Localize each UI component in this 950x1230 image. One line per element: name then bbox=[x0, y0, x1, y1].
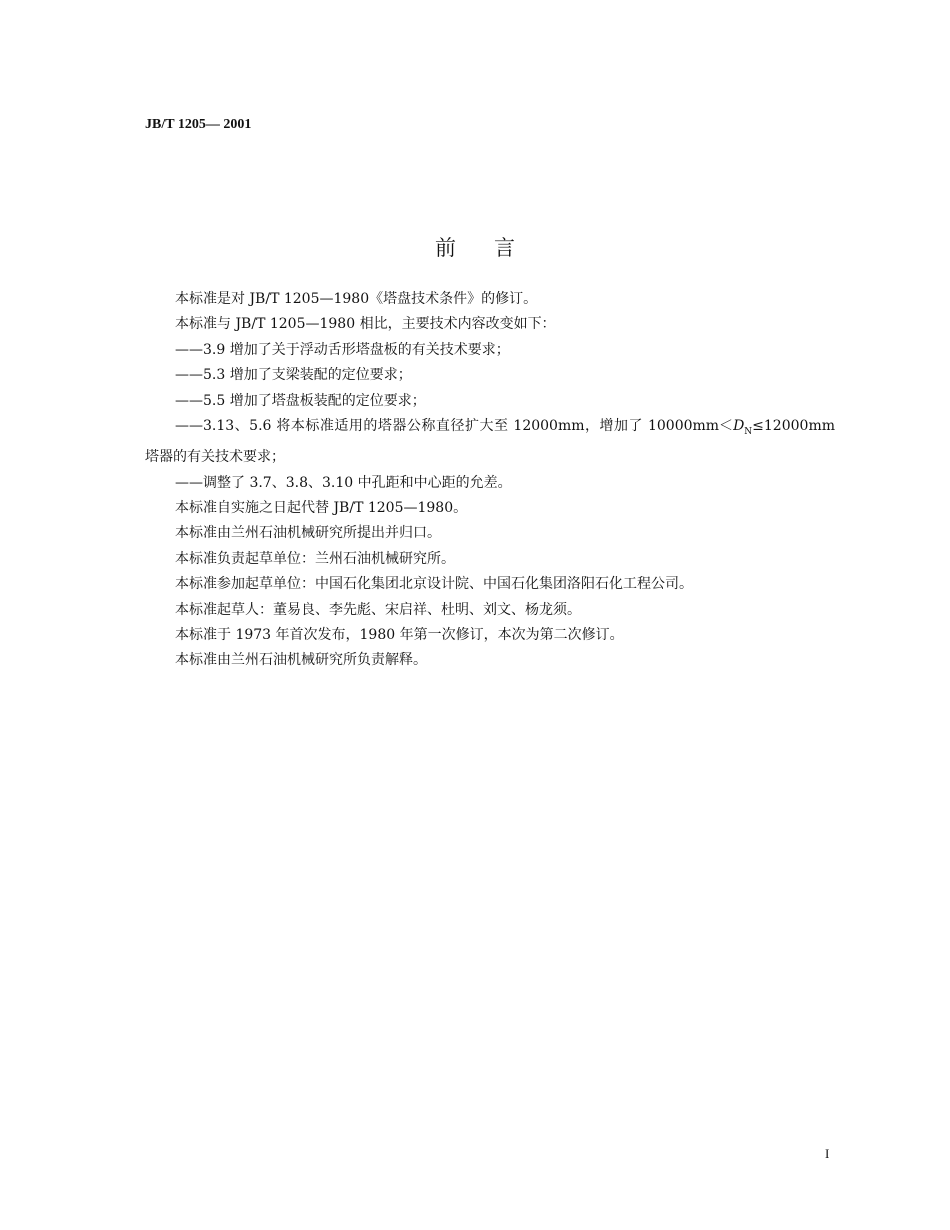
paragraph-proposer: 本标准由兰州石油机械研究所提出并归口。 bbox=[175, 525, 441, 542]
title-char-1: 前 bbox=[435, 236, 456, 260]
paragraph-replaces: 本标准自实施之日起代替 JB/T 1205—1980。 bbox=[175, 500, 468, 517]
paragraph-interpretation: 本标准由兰州石油机械研究所负责解释。 bbox=[175, 652, 427, 669]
foreword-body bbox=[145, 287, 835, 674]
list-item-3-13-part1: ——3.13、5.6 将本标准适用的塔器公称直径扩大至 12000mm，增加了 10000mm＜ bbox=[175, 418, 734, 435]
paragraph-co-drafters: 本标准参加起草单位：中国石化集团北京设计院、中国石化集团洛阳石化工程公司。 bbox=[175, 576, 693, 593]
page-title bbox=[0, 232, 950, 262]
dn-symbol-letter: D bbox=[733, 418, 745, 435]
paragraph-1: 本标准是对 JB/T 1205—1980《塔盘技术条件》的修订。 bbox=[175, 291, 538, 307]
dn-symbol-subscript: N bbox=[744, 426, 753, 437]
paragraph-history: 本标准于 1973 年首次发布，1980 年第一次修订，本次为第二次修订。 bbox=[175, 627, 624, 644]
list-item-5-5: ——5.5 增加了塔盘板装配的定位要求； bbox=[175, 392, 426, 409]
standard-code: JB/T 1205— 2001 bbox=[145, 117, 252, 132]
paragraph-lead-drafter: 本标准负责起草单位：兰州石油机械研究所。 bbox=[175, 550, 455, 567]
list-item-tolerance: ——调整了 3.7、3.8、3.10 中孔距和中心距的允差。 bbox=[175, 474, 512, 491]
list-item-3-9: ——3.9 增加了关于浮动舌形塔盘板的有关技术要求； bbox=[175, 341, 510, 358]
paragraph-authors: 本标准起草人：董易良、李先彪、宋启祥、杜明、刘文、杨龙须。 bbox=[175, 601, 581, 618]
dn-symbol bbox=[733, 418, 753, 437]
title-char-2: 言 bbox=[494, 236, 515, 260]
paragraph-2: 本标准与 JB/T 1205—1980 相比，主要技术内容改变如下： bbox=[175, 316, 556, 333]
list-item-3-13-part2: ≤12000mm 塔器的有关技术要求； bbox=[145, 418, 835, 466]
list-item-3-13 bbox=[145, 414, 835, 471]
page-number: I bbox=[825, 1146, 830, 1161]
list-item-5-3: ——5.3 增加了支梁装配的定位要求； bbox=[175, 367, 412, 384]
